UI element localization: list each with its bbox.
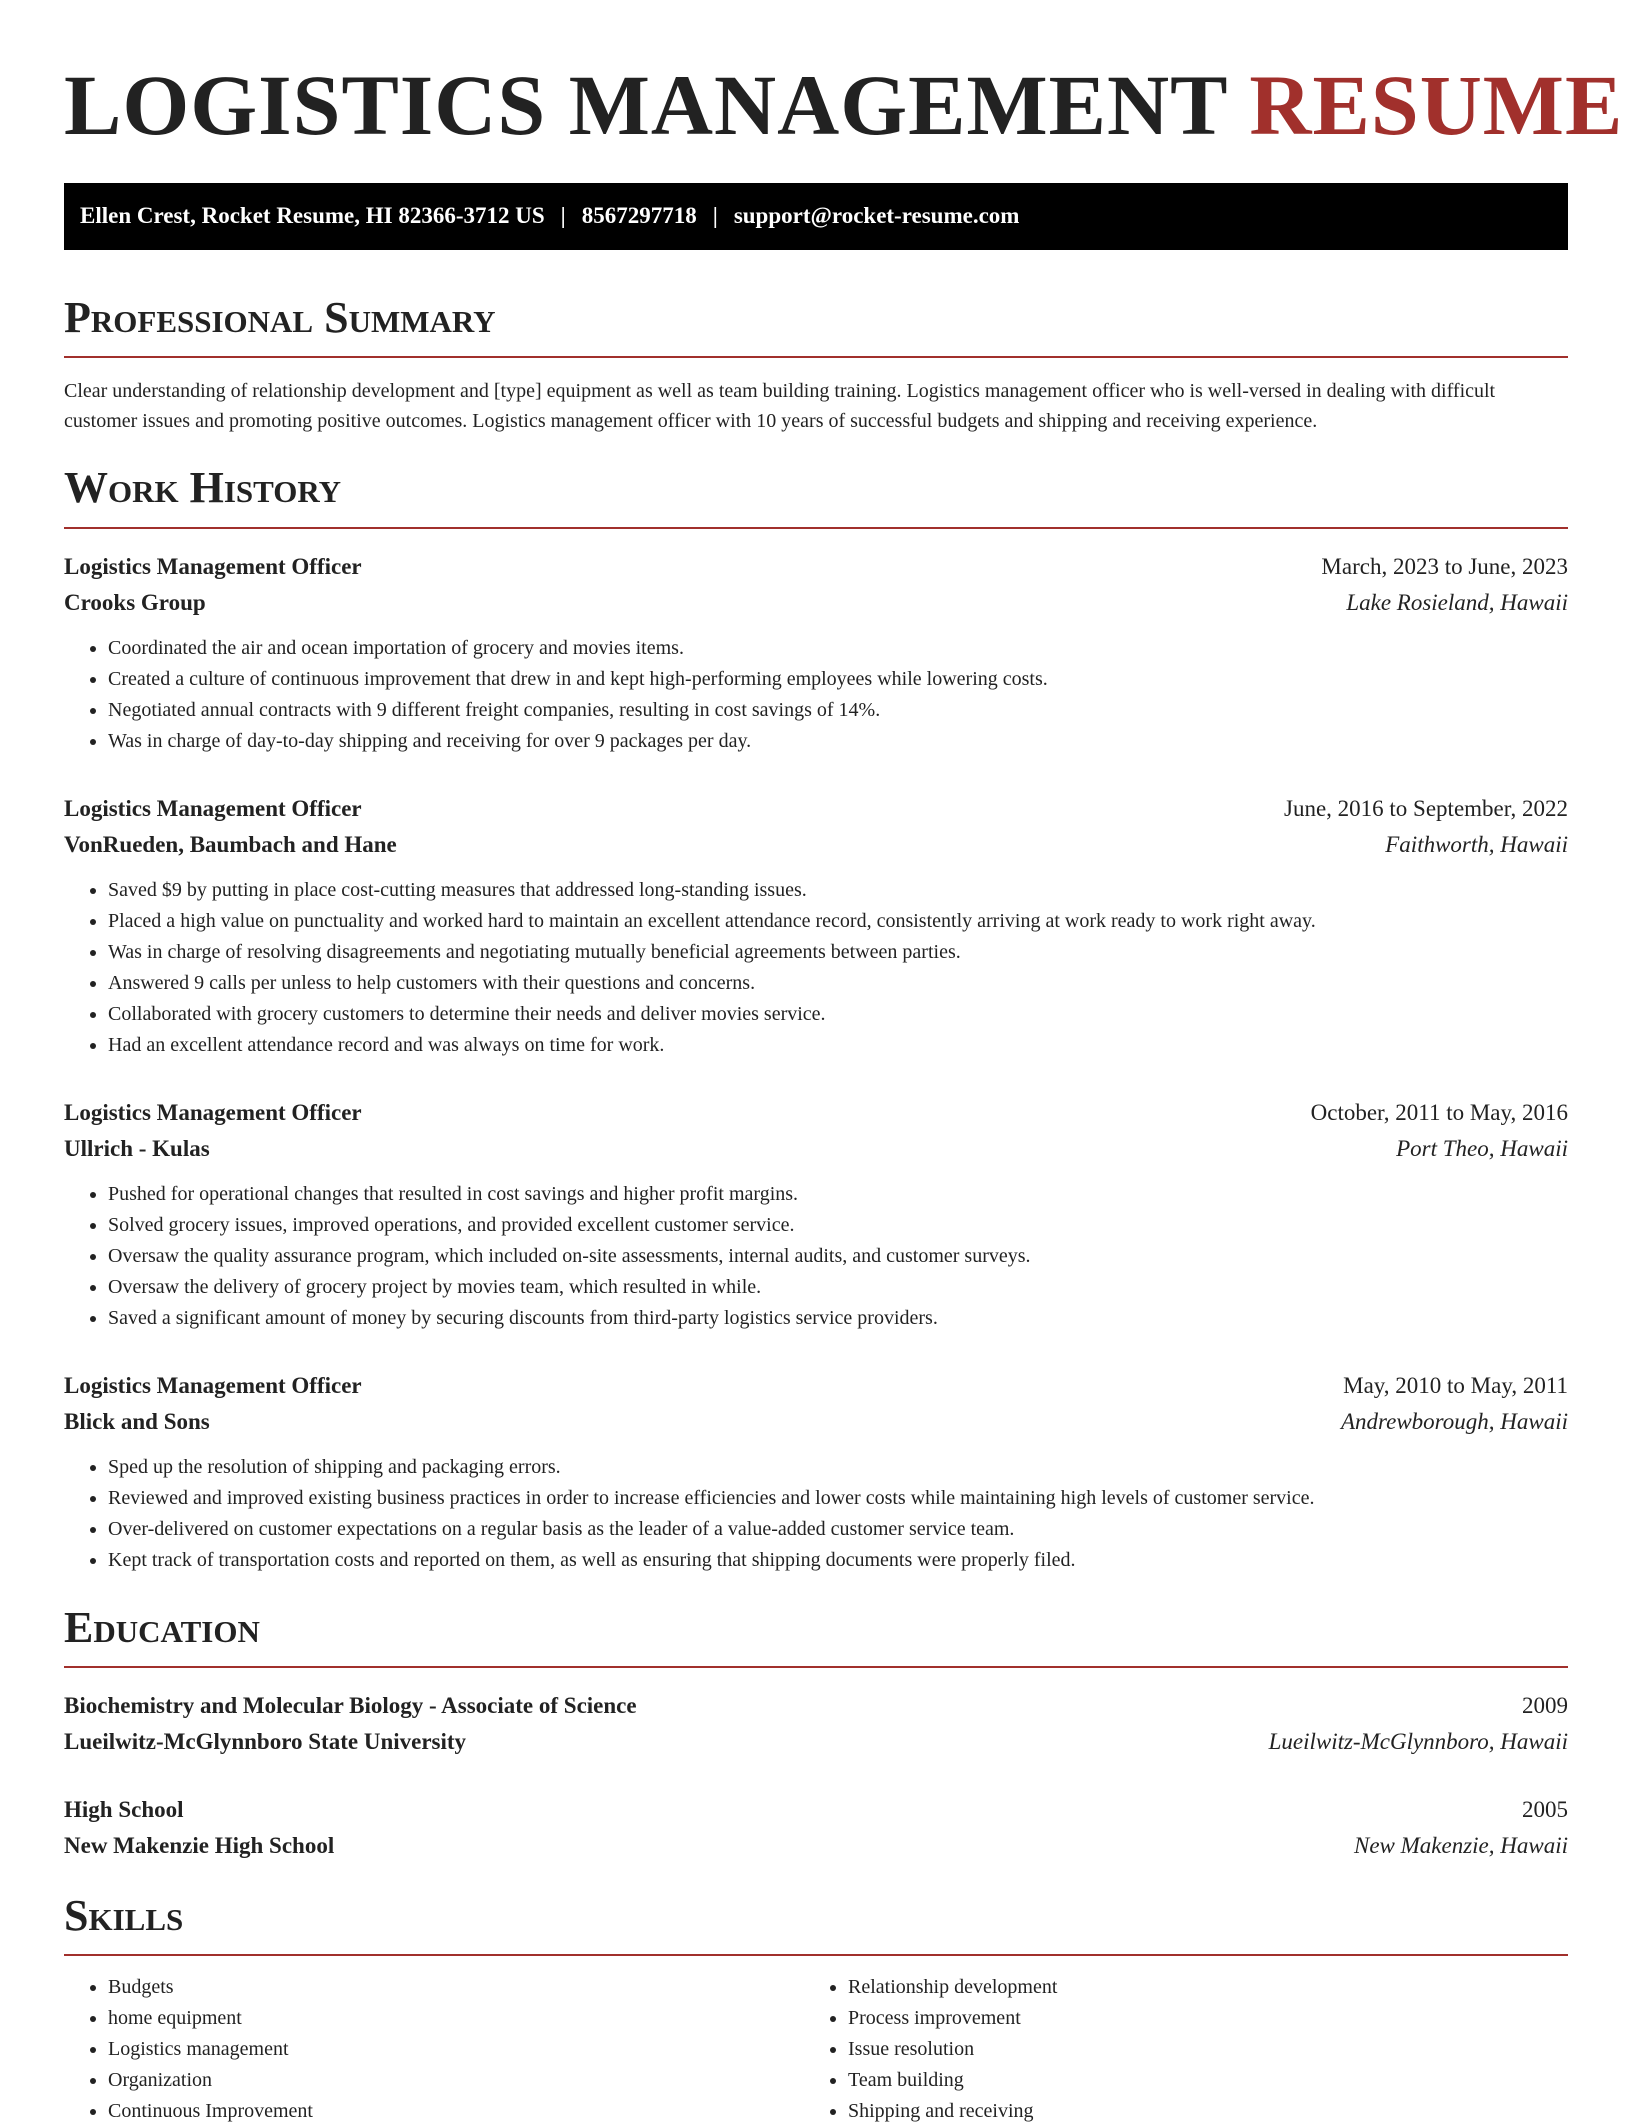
job-bullets — [64, 633, 1568, 757]
education-degree: High School — [64, 1797, 184, 1823]
job-title: Logistics Management Officer — [64, 1372, 362, 1398]
job-dates: March, 2023 to June, 2023 — [1321, 553, 1568, 579]
skill-item: • Team building — [848, 2065, 1544, 2096]
contact-bar — [64, 183, 1568, 250]
job-company-row — [64, 585, 1568, 621]
job-bullet: • Saved a significant amount of money by securing discounts from third-party logistics service providers. — [108, 1303, 1568, 1334]
job-bullet: • Reviewed and improved existing business practices in order to increase efficiencies and lower costs while maintaining high levels of customer service. — [108, 1483, 1568, 1514]
job-bullets — [64, 1452, 1568, 1576]
job-entry — [64, 549, 1568, 757]
job-company-row — [64, 827, 1568, 863]
job-bullet: • Saved $9 by putting in place cost-cutting measures that addressed long-standing issues. — [108, 875, 1568, 906]
skill-item: • home equipment — [108, 2003, 804, 2034]
summary-section — [64, 294, 1568, 436]
job-dates: May, 2010 to May, 2011 — [1343, 1372, 1568, 1398]
job-bullets — [64, 1179, 1568, 1334]
contact-separator: | — [560, 203, 566, 229]
job-bullet: • Oversaw the delivery of grocery project by movies team, which resulted in while. — [108, 1272, 1568, 1303]
contact-phone: 8567297718 — [581, 203, 697, 229]
job-header-row — [64, 791, 1568, 827]
job-company: Blick and Sons — [64, 1408, 210, 1434]
job-company: Ullrich - Kulas — [64, 1135, 210, 1161]
job-location: Lake Rosieland, Hawaii — [1346, 589, 1568, 615]
skill-item: • Budgets — [108, 1972, 804, 2003]
work-history-heading: Work History — [64, 464, 1568, 528]
skills-grid — [64, 1972, 1568, 2127]
job-bullet: • Coordinated the air and ocean importation of grocery and movies items. — [108, 633, 1568, 664]
education-school: Lueilwitz-McGlynnboro State University — [64, 1729, 467, 1755]
education-year: 2005 — [1522, 1797, 1568, 1823]
education-school: New Makenzie High School — [64, 1833, 335, 1859]
education-degree: Biochemistry and Molecular Biology - Associate of Science — [64, 1693, 637, 1719]
job-company: Crooks Group — [64, 589, 206, 615]
skill-item: • Process improvement — [848, 2003, 1544, 2034]
resume-title — [64, 56, 1624, 155]
education-year: 2009 — [1522, 1693, 1568, 1719]
resume-page — [64, 0, 1624, 2127]
skill-item: • Shipping and receiving — [848, 2096, 1544, 2127]
education-school-row — [64, 1724, 1568, 1760]
job-header-row — [64, 1095, 1568, 1131]
job-location: Faithworth, Hawaii — [1385, 831, 1568, 857]
skill-item: • Organization — [108, 2065, 804, 2096]
skill-item: • Relationship development — [848, 1972, 1544, 2003]
skills-column-right — [804, 1972, 1544, 2127]
job-title: Logistics Management Officer — [64, 795, 362, 821]
skill-item: • Continuous Improvement — [108, 2096, 804, 2127]
job-list — [64, 549, 1568, 1576]
job-bullet: • Answered 9 calls per unless to help customers with their questions and concerns. — [108, 968, 1568, 999]
job-bullet: • Negotiated annual contracts with 9 different freight companies, resulting in cost savings of 14%. — [108, 695, 1568, 726]
contact-address: Ellen Crest, Rocket Resume, HI 82366-3712 US — [80, 203, 545, 229]
job-bullet: • Was in charge of day-to-day shipping and receiving for over 9 packages per day. — [108, 726, 1568, 757]
work-history-section — [64, 464, 1568, 1575]
education-list — [64, 1688, 1568, 1864]
education-location: New Makenzie, Hawaii — [1354, 1833, 1568, 1859]
job-bullet: • Created a culture of continuous improvement that drew in and kept high-performing employees while lowering costs. — [108, 664, 1568, 695]
education-entry — [64, 1688, 1568, 1760]
summary-heading: Professional Summary — [64, 294, 1568, 358]
job-header-row — [64, 1368, 1568, 1404]
skill-item: • Issue resolution — [848, 2034, 1544, 2065]
education-heading: Education — [64, 1604, 1568, 1668]
job-header-row — [64, 549, 1568, 585]
education-location: Lueilwitz-McGlynnboro, Hawaii — [1268, 1729, 1568, 1755]
education-section — [64, 1604, 1568, 1864]
resume-title-main: LOGISTICS MANAGEMENT — [64, 57, 1227, 153]
education-degree-row — [64, 1792, 1568, 1828]
job-bullet: • Placed a high value on punctuality and worked hard to maintain an excellent attendance record, consistently arriving at work ready to work right away. — [108, 906, 1568, 937]
contact-separator: | — [712, 203, 718, 229]
education-school-row — [64, 1828, 1568, 1864]
job-bullet: • Sped up the resolution of shipping and packaging errors. — [108, 1452, 1568, 1483]
summary-text: Clear understanding of relationship development and [type] equipment as well as team building training. Logistics management officer who is well-versed in dealing with difficult customer issues and promoting positive outcomes. Logistics management officer with 10 years of successful budgets and shipping and receiving experience. — [64, 380, 1496, 433]
job-bullet: • Was in charge of resolving disagreements and negotiating mutually beneficial agreements between parties. — [108, 937, 1568, 968]
job-bullet: • Collaborated with grocery customers to determine their needs and deliver movies service. — [108, 999, 1568, 1030]
skill-item: • Logistics management — [108, 2034, 804, 2065]
job-bullet: • Solved grocery issues, improved operations, and provided excellent customer service. — [108, 1210, 1568, 1241]
job-dates: October, 2011 to May, 2016 — [1310, 1099, 1568, 1125]
job-company-row — [64, 1404, 1568, 1440]
contact-email[interactable]: support@rocket-resume.com — [733, 203, 1020, 229]
job-bullet: • Had an excellent attendance record and was always on time for work. — [108, 1030, 1568, 1061]
job-dates: June, 2016 to September, 2022 — [1284, 795, 1568, 821]
skills-heading: Skills — [64, 1892, 1568, 1956]
education-entry — [64, 1792, 1568, 1864]
job-title: Logistics Management Officer — [64, 1099, 362, 1125]
resume-title-accent: RESUME — [1249, 57, 1624, 153]
job-company: VonRueden, Baumbach and Hane — [64, 831, 397, 857]
skills-section — [64, 1892, 1568, 2127]
job-bullet: • Oversaw the quality assurance program, which included on-site assessments, internal audits, and customer surveys. — [108, 1241, 1568, 1272]
job-bullet: • Pushed for operational changes that resulted in cost savings and higher profit margins. — [108, 1179, 1568, 1210]
education-degree-row — [64, 1688, 1568, 1724]
job-bullet: • Over-delivered on customer expectations on a regular basis as the leader of a value-added customer service team. — [108, 1514, 1568, 1545]
job-location: Port Theo, Hawaii — [1396, 1135, 1568, 1161]
job-entry — [64, 1368, 1568, 1576]
skills-column-left — [64, 1972, 804, 2127]
job-location: Andrewborough, Hawaii — [1340, 1408, 1568, 1434]
job-bullets — [64, 875, 1568, 1061]
job-entry — [64, 791, 1568, 1061]
job-bullet: • Kept track of transportation costs and reported on them, as well as ensuring that shipping documents were properly filed. — [108, 1545, 1568, 1576]
job-entry — [64, 1095, 1568, 1334]
job-title: Logistics Management Officer — [64, 553, 362, 579]
job-company-row — [64, 1131, 1568, 1167]
